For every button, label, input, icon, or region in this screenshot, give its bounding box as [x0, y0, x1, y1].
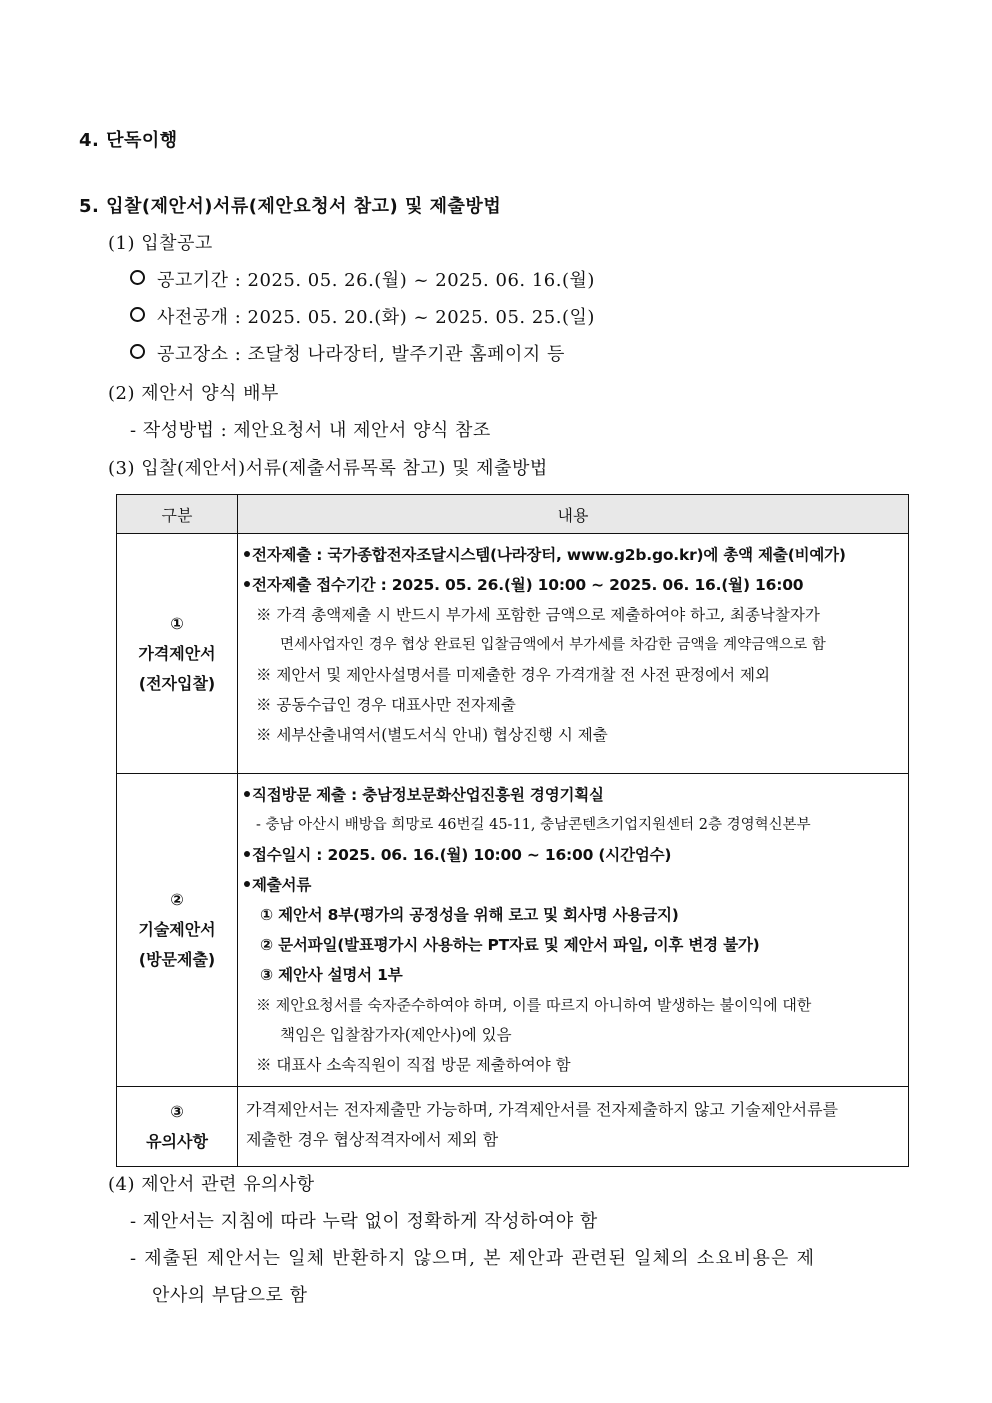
table-header-row	[117, 495, 909, 534]
content-text: 직접방문 제출 : 충남정보문화산업진흥원 경영기획실	[252, 786, 604, 804]
circle-bullet-icon	[130, 344, 145, 359]
content-text: 제출서류	[252, 876, 312, 894]
section-4-heading: 4. 단독이행	[79, 130, 178, 151]
category-subtitle: (전자입찰)	[138, 673, 216, 693]
content-cell	[238, 1087, 909, 1167]
content-line: - 충남 아산시 배방읍 희망로 46번길 45-11, 충남콘텐츠기업지원센터 2층 경영혁신본부	[256, 817, 811, 833]
circle-bullet-icon	[130, 307, 145, 322]
content-text: 접수일시 : 2025. 06. 16.(월) 10:00 ~ 16:00 (시간엄수)	[252, 846, 672, 864]
category-title: 기술제안서	[138, 920, 216, 939]
content-line: ※ 제안서 및 제안사설명서를 미제출한 경우 가격개찰 전 사전 판정에서 제외	[256, 666, 770, 684]
notice-place-text: 공고장소 : 조달청 나라장터, 발주기관 홈페이지 등	[157, 344, 565, 365]
header-content: 내용	[238, 495, 909, 534]
category-cell	[117, 1087, 238, 1167]
category-number: ②	[170, 890, 184, 909]
category-number: ③	[170, 1101, 184, 1121]
content-cell	[238, 774, 909, 1087]
content-line: 면세사업자인 경우 협상 완료된 입찰금액에서 부가세를 차감한 금액을 계약금액으로 함	[280, 637, 826, 653]
dot-bullet-icon	[244, 881, 250, 887]
category-number: ①	[170, 613, 184, 633]
proposal-note-2-cont: 안사의 부담으로 함	[152, 1285, 308, 1306]
table-row-notes	[117, 1087, 909, 1167]
header-category: 구분	[117, 495, 238, 534]
content-line: ※ 대표사 소속직원이 직접 방문 제출하여야 함	[256, 1056, 571, 1074]
content-line	[244, 540, 902, 570]
category-cell	[117, 774, 238, 1087]
circle-bullet-icon	[130, 270, 145, 285]
content-line: ※ 세부산출내역서(별도서식 안내) 협상진행 시 제출	[256, 726, 608, 744]
proposal-note-1: - 제안서는 지침에 따라 누락 없이 정확하게 작성하여야 함	[130, 1211, 598, 1232]
notice-place-item	[130, 340, 565, 366]
category-title: 가격제안서	[138, 643, 216, 663]
content-line	[244, 570, 902, 600]
content-text: 전자제출 접수기간 : 2025. 05. 26.(월) 10:00 ~ 2025. 06. 16.(월) 16:00	[252, 576, 804, 594]
content-line	[244, 870, 902, 900]
content-line: 제출한 경우 협상적격자에서 제외 함	[246, 1130, 499, 1149]
content-line	[244, 780, 902, 810]
content-cell	[238, 534, 909, 774]
writing-method-item: - 작성방법 : 제안요청서 내 제안서 양식 참조	[130, 420, 491, 441]
submission-table	[116, 494, 909, 1167]
subsection-1-heading: (1) 입찰공고	[108, 233, 213, 254]
dot-bullet-icon	[244, 791, 250, 797]
content-line: ※ 공동수급인 경우 대표사만 전자제출	[256, 696, 516, 714]
dot-bullet-icon	[244, 581, 250, 587]
proposal-note-2: - 제출된 제안서는 일체 반환하지 않으며, 본 제안과 관련된 일체의 소요비용은 제	[130, 1248, 816, 1269]
category-subtitle: (방문제출)	[138, 950, 216, 969]
table-row-technical-proposal	[117, 774, 909, 1087]
content-line: 가격제안서는 전자제출만 가능하며, 가격제안서를 전자제출하지 않고 기술제안서류를	[246, 1100, 839, 1119]
notice-period-item	[130, 266, 595, 292]
content-line: ③ 제안사 설명서 1부	[260, 966, 403, 984]
table-row-price-proposal	[117, 534, 909, 774]
content-line: 책임은 입찰참가자(제안사)에 있음	[280, 1026, 512, 1044]
content-line: ※ 가격 총액제출 시 반드시 부가세 포함한 금액으로 제출하여야 하고, 최종낙찰자가	[256, 606, 820, 624]
pre-release-item	[130, 303, 595, 329]
dot-bullet-icon	[244, 851, 250, 857]
content-line: ① 제안서 8부(평가의 공정성을 위해 로고 및 회사명 사용금지)	[260, 906, 679, 924]
notice-period-text: 공고기간 : 2025. 05. 26.(월) ~ 2025. 06. 16.(월)	[157, 270, 595, 291]
category-cell	[117, 534, 238, 774]
category-title: 유의사항	[146, 1131, 208, 1151]
content-text: 전자제출 : 국가종합전자조달시스템(나라장터, www.g2b.go.kr)에 총액 제출(비예가)	[252, 546, 846, 564]
subsection-3-heading: (3) 입찰(제안서)서류(제출서류목록 참고) 및 제출방법	[108, 458, 548, 479]
subsection-2-heading: (2) 제안서 양식 배부	[108, 383, 279, 404]
pre-release-text: 사전공개 : 2025. 05. 20.(화) ~ 2025. 05. 25.(일)	[157, 307, 595, 328]
section-5-heading: 5. 입찰(제안서)서류(제안요청서 참고) 및 제출방법	[79, 196, 502, 217]
dot-bullet-icon	[244, 551, 250, 557]
content-line: ② 문서파일(발표평가시 사용하는 PT자료 및 제안서 파일, 이후 변경 불가)	[260, 936, 760, 954]
content-line: ※ 제안요청서를 숙자준수하여야 하며, 이를 따르지 아니하여 발생하는 불이익에 대한	[256, 996, 812, 1014]
subsection-4-heading: (4) 제안서 관련 유의사항	[108, 1174, 315, 1195]
content-line	[244, 840, 902, 870]
